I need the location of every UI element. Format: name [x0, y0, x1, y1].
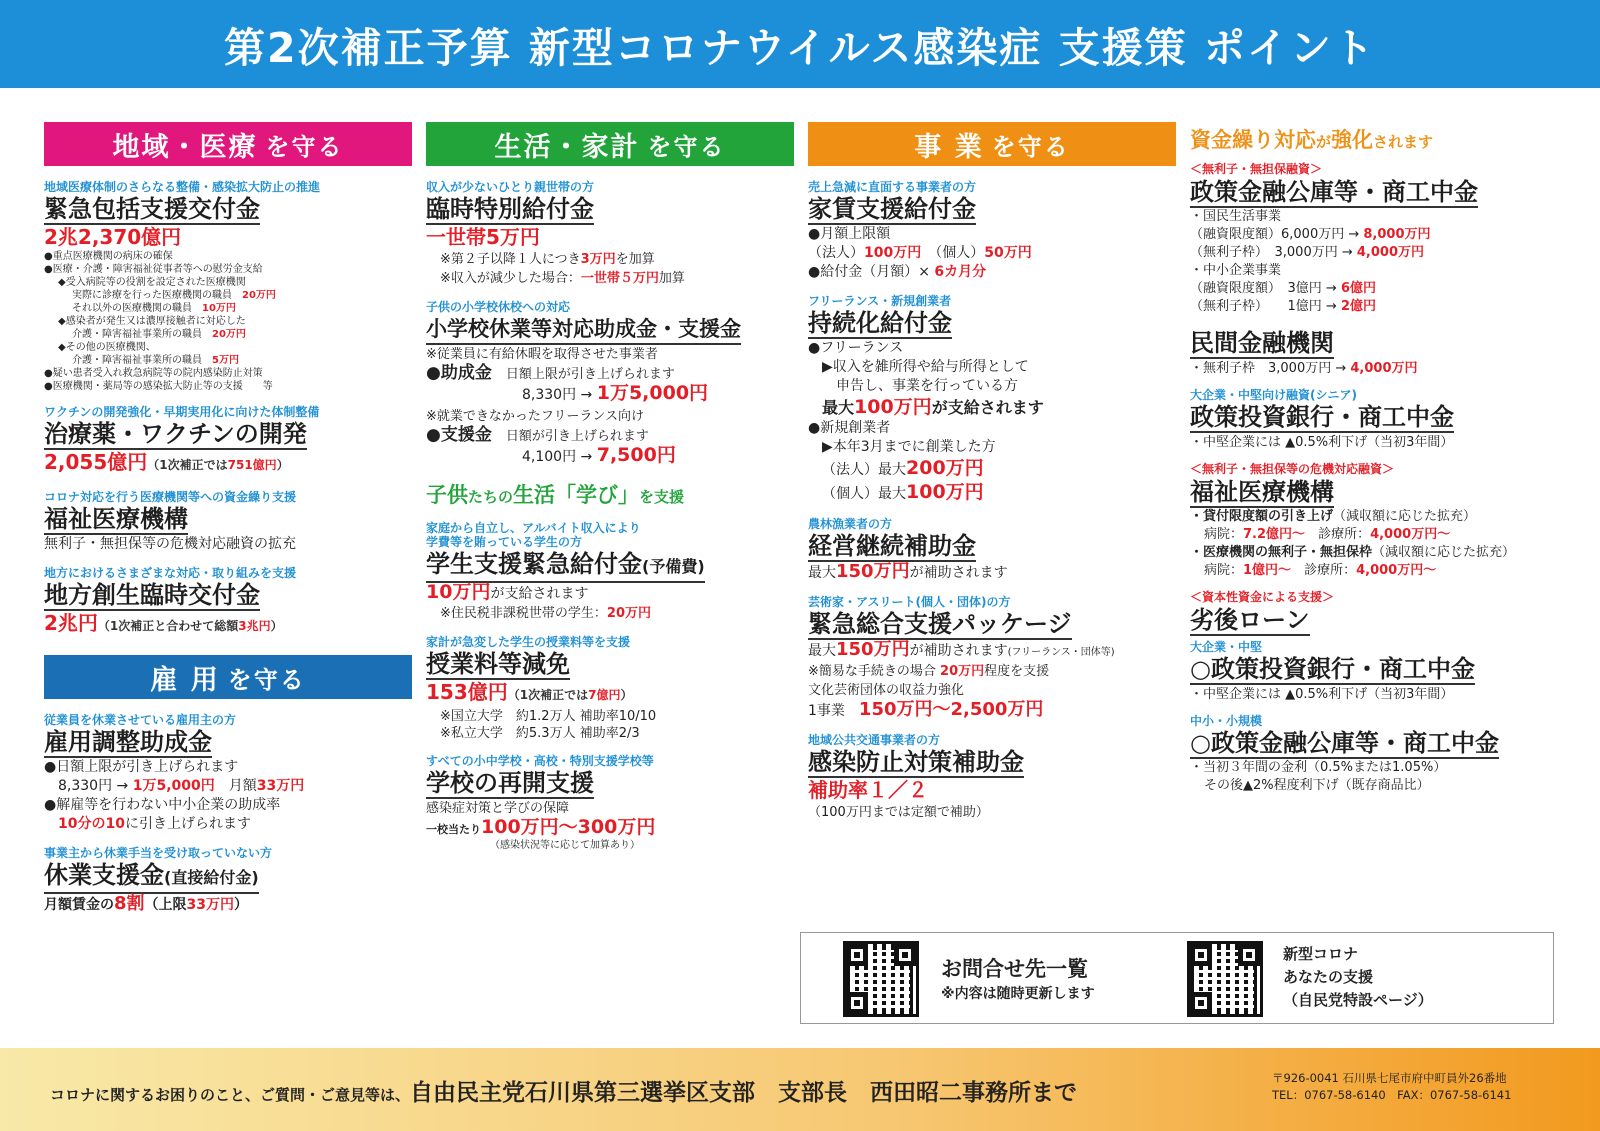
section-amount: 2兆2,370億円 [44, 225, 182, 249]
section-emergency-package [808, 595, 1176, 721]
section-amount: 補助率１／２ [808, 778, 928, 802]
detail-text: （無利子枠） 1億円 → [1190, 299, 1341, 314]
heading-part: たちの [468, 488, 514, 506]
section-subtitle: 学費等を賄っている学生の方 [426, 535, 583, 549]
detail-text: ※第２子以降１人につき [440, 252, 581, 267]
amount-note: ） [620, 688, 633, 702]
footer-message [50, 1074, 1077, 1107]
footer-address [1272, 1070, 1511, 1104]
detail-line: ・中小企業事業 [1190, 263, 1282, 278]
heading-children-learning [426, 479, 794, 509]
detail-value: 33万円 [186, 897, 235, 913]
detail-line: ●医療機関・薬局等の感染拡大防止等の支援 等 [44, 381, 273, 392]
detail-value: 100万円 [906, 481, 984, 503]
detail-text: 日額が引き上げられます [505, 429, 649, 444]
phone-line: TEL：0767-58-6140 FAX：0767-58-6141 [1272, 1088, 1512, 1102]
detail-text: 程度を支援 [984, 664, 1050, 679]
banner-label: 雇 用 [150, 664, 220, 696]
section-subtitle: 大企業・中堅 [1190, 640, 1263, 654]
detail-text: 8,330円 → [522, 387, 597, 403]
section-title: 福祉医療機構 [1190, 478, 1334, 506]
section-title: ○政策投資銀行・商工中金 [1190, 655, 1475, 683]
section-text: ・中堅企業には ▲0.5%利下げ（当初3年間） [1190, 687, 1454, 702]
detail-line [44, 328, 412, 341]
banner-suffix: を守る [227, 665, 306, 694]
detail-text: 病院： [1204, 527, 1244, 542]
section-subtitle: 地域医療体制のさらなる整備・感染拡大防止の推進 [44, 180, 321, 194]
detail-line: ◆その他の医療機関、 [58, 342, 156, 353]
qr-code-icon[interactable] [843, 941, 919, 1017]
detail-line: ●疑い患者受入れ救急病院等の院内感染防止対策 [44, 368, 263, 379]
detail-line [1190, 244, 1570, 262]
section-sustainability-benefit [808, 294, 1176, 505]
amount-note: （1次補正では [507, 688, 589, 702]
detail-text: 最大 [808, 643, 836, 659]
section-title: 民間金融機関 [1190, 329, 1334, 357]
detail-line: ●医療・介護・障害福祉従事者等への慰労金支給 [44, 264, 263, 275]
detail-text: 実際に診療を行った医療機関の職員 [72, 290, 232, 301]
detail-text: （融資限度額） 3億円 → [1190, 281, 1341, 296]
section-title: 授業料等減免 [426, 650, 570, 678]
section-amount: 一世帯5万円 [426, 225, 540, 249]
detail-value: 150万円〜2,500万円 [858, 699, 1044, 720]
amount-note: （1次補正では [147, 458, 228, 472]
section-title: 家賃支援給付金 [808, 195, 976, 223]
address-line: 〒926-0041 石川県七尾市府中町員外26番地 [1272, 1071, 1507, 1085]
detail-text: （上限 [144, 897, 187, 913]
banner-suffix: を守る [647, 132, 726, 161]
footer-text: コロナに関するお困りのこと、ご質問・ご意見等は、 [50, 1086, 411, 1104]
section-subtitle: 家庭から自立し、アルバイト収入により [426, 521, 641, 535]
section-welfare-medical [44, 490, 412, 554]
detail-note: (フリーランス・団体等) [1007, 647, 1115, 658]
section-subtitle: 家計が急変した学生の授業料等を支援 [426, 635, 631, 649]
detail-text: が支給されます [931, 398, 1044, 417]
section-title: 緊急包括支援交付金 [44, 195, 260, 223]
header-bar [0, 0, 1600, 88]
section-text: ・中堅企業には ▲0.5%利下げ（当初3年間） [1190, 435, 1454, 450]
section-subtitle: 芸術家・アスリート(個人・団体)の方 [808, 595, 1011, 609]
detail-line [1190, 562, 1570, 580]
amount-note-value: 7億円 [588, 688, 621, 702]
detail-text: （融資限度額）6,000万円 → [1190, 227, 1364, 242]
detail-text: 最大 [808, 565, 836, 581]
detail-value: 1万5,000円 [596, 382, 709, 404]
heading-part: されます [1373, 133, 1434, 151]
detail-text: が支給されます [490, 586, 589, 602]
contact-box [800, 932, 1554, 1024]
detail-line: ●重点医療機関の病床の確保 [44, 251, 173, 262]
section-vaccine [44, 405, 412, 478]
section-subtitle: 事業主から休業手当を受け取っていない方 [44, 846, 273, 860]
detail-line [426, 583, 794, 604]
section-employment-subsidy [44, 713, 412, 834]
detail-line: ●フリーランス [808, 340, 904, 356]
detail-line [808, 481, 1176, 505]
detail-line: ※就業できなかったフリーランス向け [426, 409, 644, 424]
detail-value: 50万円 [984, 245, 1032, 261]
contact-note: ※内容は随時更新します [941, 986, 1095, 1002]
detail-value: 4,000万円〜 [1356, 563, 1437, 578]
detail-value: 5万円 [212, 355, 239, 366]
detail-line [1190, 280, 1570, 298]
detail-line [426, 364, 794, 384]
section-tag: ＜無利子・無担保融資＞ [1190, 162, 1323, 176]
section-amount [426, 680, 794, 708]
section-title: 経営継続補助金 [808, 532, 976, 560]
detail-text: （減収額に応じた拡充） [1372, 545, 1516, 560]
banner-community-medical [44, 122, 412, 166]
section-leave-support [44, 846, 412, 915]
detail-line: ●解雇等を行わない中小企業の助成率 [44, 797, 281, 813]
detail-text: ※簡易な手続きの場合 [808, 664, 941, 679]
section-student-grant [426, 521, 794, 623]
section-subtitle: フリーランス・新規創業者 [808, 294, 952, 308]
title-note: (予備費) [642, 557, 705, 576]
detail-text: 最大 [822, 398, 855, 417]
detail-line [426, 250, 794, 269]
section-subtitle: 売上急減に直面する事業者の方 [808, 180, 977, 194]
detail-line: ●月額上限額 [808, 226, 891, 242]
detail-line [426, 269, 794, 288]
section-subtitle: 中小・小規模 [1190, 714, 1263, 728]
detail-value: 10万円 [202, 303, 236, 314]
detail-text: （無利子枠） 3,000万円 → [1190, 245, 1357, 260]
detail-text: 診療所： [1318, 527, 1371, 542]
section-business-continuation [808, 517, 1176, 583]
detail-line [808, 700, 1176, 721]
detail-value: 10分の10 [58, 816, 125, 832]
detail-value: 2億円 [1340, 299, 1376, 314]
detail-line [1190, 226, 1570, 244]
detail-text: 病院： [1204, 563, 1244, 578]
detail-text: 介護・障害福祉事業所の職員 [72, 355, 202, 366]
section-title: 福祉医療機構 [44, 505, 188, 533]
section-tuition-reduction [426, 635, 794, 742]
section-subtitle: 子供の小学校休校への対応 [426, 300, 571, 314]
detail-line [44, 894, 412, 915]
detail-label: ・貸付限度額の引き上げ [1190, 509, 1334, 524]
detail-value: 7.2億円〜 [1243, 527, 1306, 542]
section-title: 学校の再開支援 [426, 769, 594, 797]
detail-line [808, 244, 1176, 263]
section-title: 政策金融公庫等・商工中金 [1190, 178, 1478, 206]
detail-text: （減収額に応じた拡充） [1333, 509, 1477, 524]
detail-text: が補助されます [909, 643, 1008, 659]
section-title: ○政策金融公庫等・商工中金 [1190, 729, 1499, 757]
section-tag: ＜資本性資金による支援＞ [1190, 590, 1335, 604]
detail-line [808, 640, 1176, 662]
section-title: 治療薬・ワクチンの開発 [44, 420, 307, 448]
section-text: その後▲2%程度利下げ（既存商品比） [1204, 778, 1430, 793]
section-note: （100万円までは定額で補助） [808, 805, 989, 820]
detail-value: 150万円 [836, 561, 910, 582]
section-title: 雇用調整助成金 [44, 728, 212, 756]
detail-text: 8,330円 → [58, 778, 133, 794]
column-community-medical [44, 122, 412, 915]
detail-text: ※収入が減少した場合： [440, 271, 581, 286]
detail-line [808, 457, 1176, 481]
title-text: 休業支援金 [44, 861, 164, 889]
detail-text: 介護・障害福祉事業所の職員 [72, 329, 202, 340]
section-title: 小学校休業等対応助成金・支援金 [426, 315, 741, 345]
amount-value: 2兆円 [44, 611, 98, 635]
detail-line [44, 777, 412, 796]
detail-text: に引き上げられます [124, 816, 251, 832]
detail-text: を加算 [615, 252, 655, 267]
section-text: 感染症対策と学びの保障 [426, 801, 570, 816]
column-business [808, 122, 1176, 822]
section-emergency-grant [44, 180, 412, 393]
detail-line [44, 302, 412, 315]
detail-line [44, 354, 412, 367]
section-title [426, 550, 705, 583]
contact-title: お問合せ先一覧 [941, 957, 1088, 981]
section-amount [44, 611, 412, 639]
contact-line: （自民党特設ページ） [1283, 991, 1433, 1009]
column-life-household [426, 122, 794, 852]
detail-value: 200万円 [906, 457, 984, 479]
detail-line [1190, 544, 1570, 562]
detail-line [44, 815, 412, 834]
heading-part: が [1316, 133, 1332, 151]
detail-text: 診療所： [1304, 563, 1357, 578]
detail-value: 7,500円 [596, 444, 676, 466]
banner-employment [44, 655, 412, 699]
detail-label: ●支援金 [426, 425, 492, 445]
detail-line [1190, 298, 1570, 316]
heading-part: 強化 [1331, 128, 1374, 152]
section-subtitle: すべての小中学校・高校・特別支援学校等 [426, 754, 654, 768]
detail-label: ●助成金 [426, 363, 492, 383]
detail-text: （個人）最大 [822, 486, 906, 502]
detail-line [808, 662, 1176, 681]
amount-value: 2,055億円 [44, 450, 148, 474]
detail-value: 20万円 [212, 329, 246, 340]
detail-text: 加算 [658, 271, 685, 286]
section-title: 地方創生臨時交付金 [44, 581, 260, 609]
detail-text: （法人） [808, 245, 864, 261]
detail-line [1190, 359, 1570, 378]
detail-value: 20万円 [940, 664, 985, 679]
detail-value: 33万円 [256, 778, 305, 794]
title-text: 学生支援緊急給付金 [426, 550, 642, 578]
detail-value: 4,000万円 [1350, 361, 1418, 376]
section-rent-support [808, 180, 1176, 282]
detail-value: 150万円 [836, 639, 910, 660]
section-subtitle: 地域公共交通事業者の方 [808, 733, 941, 747]
section-amount [44, 450, 412, 478]
section-title: 劣後ローン [1190, 606, 1310, 634]
section-dbj [1190, 388, 1570, 452]
amount-value: 153億円 [426, 680, 508, 704]
section-title: 持続化給付金 [808, 309, 952, 337]
detail-value: 8割 [114, 893, 145, 914]
amount-note: ） [270, 619, 283, 633]
detail-value: 20万円 [606, 606, 651, 621]
detail-note: （感染状況等に応じて加算あり） [490, 840, 640, 851]
detail-value: 8,000万円 [1363, 227, 1431, 242]
section-school-reopening [426, 754, 794, 852]
qr-code-icon[interactable] [1187, 941, 1263, 1017]
section-special-benefit [426, 180, 794, 288]
section-regional-grant [44, 566, 412, 639]
detail-value: 6億円 [1340, 281, 1376, 296]
section-subtitle: 従業員を休業させている雇用主の方 [44, 713, 237, 727]
footer-bar [0, 1048, 1600, 1131]
section-tag: ＜無利子・無担保等の危機対応融資＞ [1190, 462, 1395, 476]
detail-line [426, 604, 794, 623]
contact-line: 新型コロナ [1283, 945, 1359, 963]
amount-note: ） [276, 458, 289, 472]
section-private-banks [1190, 328, 1570, 378]
detail-line: ※従業員に有給休暇を取得させた事業者 [426, 347, 658, 362]
detail-line: ※私立大学 約5.3万人 補助率2/3 [440, 726, 640, 741]
detail-value: 一世帯５万円 [580, 271, 659, 286]
banner-label: 事 業 [914, 131, 984, 163]
detail-text: 一校当たり [426, 823, 481, 836]
page-title: 第2次補正予算 新型コロナウイルス感染症 支援策 ポイント [224, 23, 1376, 72]
detail-line [426, 384, 794, 405]
detail-text: それ以外の医療機関の職員 [72, 303, 192, 314]
section-text: 無利子・無担保等の危機対応融資の拡充 [44, 536, 296, 552]
heading-part: 生活「学び」 [513, 483, 640, 507]
detail-value: 4,000万円 [1356, 245, 1424, 260]
section-welfare-loan [1190, 462, 1570, 580]
detail-text: （法人）最大 [822, 462, 906, 478]
section-subtitle: ワクチンの開発強化・早期実用化に向けた体制整備 [44, 405, 320, 419]
amount-note: （1次補正と合わせて総額 [97, 619, 239, 633]
footer-office: 自由民主党石川県第三選挙区支部 支部長 西田昭二事務所まで [410, 1080, 1078, 1106]
detail-value: 100万円 [864, 245, 922, 261]
section-title: 政策投資銀行・商工中金 [1190, 403, 1454, 431]
detail-line: ▶本年3月までに創業した方 [822, 439, 996, 455]
banner-business [808, 122, 1176, 166]
detail-line [426, 818, 794, 839]
detail-text: 1事業 [808, 703, 845, 719]
detail-line: ※国立大学 約1.2万人 補助率10/10 [440, 709, 657, 724]
detail-text: ） [234, 897, 249, 913]
contact-link-text [1283, 943, 1433, 1012]
detail-value: 20万円 [242, 290, 276, 301]
detail-value: 100万円 [854, 396, 932, 418]
detail-line [426, 446, 794, 467]
banner-label: 生活・家計 [494, 131, 640, 163]
banner-label: 地域・医療 [112, 131, 258, 163]
section-text: ・当初３年間の金利（0.5%または1.05%） [1190, 760, 1447, 775]
detail-line: 申告し、事業を行っている方 [836, 378, 1018, 394]
detail-line: 文化芸術団体の収益力強化 [808, 683, 965, 698]
section-title: 感染防止対策補助金 [808, 748, 1024, 776]
heading-part: 資金繰り対応 [1190, 128, 1316, 152]
heading-part: 子供 [426, 483, 468, 507]
detail-line: ●新規創業者 [808, 420, 891, 436]
detail-text: が補助されます [909, 565, 1008, 581]
detail-text: ・無利子枠 3,000万円 → [1190, 361, 1351, 376]
title-note: (直接給付金) [164, 868, 259, 887]
detail-label: ・医療機関の無利子・無担保枠 [1190, 545, 1373, 560]
detail-line: ▶収入を雑所得や給与所得として [822, 359, 1029, 375]
detail-text: （個人） [921, 245, 985, 261]
detail-value: 1万5,000円 [132, 778, 215, 794]
detail-line: ◆受入病院等の役割を設定された医療機関 [58, 277, 246, 288]
detail-line: ●日額上限が引き上げられます [44, 759, 239, 775]
banner-suffix: を守る [265, 132, 344, 161]
section-infection-prevention [808, 733, 1176, 822]
section-subtitle: 収入が少ないひとり親世帯の方 [426, 180, 595, 194]
section-title: 緊急総合支援パッケージ [808, 610, 1072, 638]
detail-line [808, 396, 1176, 419]
detail-line [44, 289, 412, 302]
detail-line [808, 263, 1176, 282]
section-title: 臨時特別給付金 [426, 195, 594, 223]
detail-value: 6カ月分 [934, 264, 987, 280]
section-subtitle: コロナ対応を行う医療機関等への資金繰り支援 [44, 490, 297, 504]
detail-value: 1億円〜 [1243, 563, 1292, 578]
detail-text: 4,100円 → [522, 449, 597, 465]
banner-suffix: を守る [991, 132, 1070, 161]
detail-line: ・国民生活事業 [1190, 209, 1282, 224]
detail-line: ◆感染者が発生又は濃厚接触者に対応した [58, 316, 246, 327]
section-subtitle: 大企業・中堅向け融資(シニア) [1190, 388, 1357, 402]
heading-financing [1190, 124, 1570, 154]
detail-value: 100万円〜300万円 [481, 816, 656, 838]
section-school-closure [426, 300, 794, 467]
detail-text: 月額 [214, 778, 257, 794]
banner-life-household [426, 122, 794, 166]
detail-line [426, 426, 794, 446]
amount-note-value: 3兆円 [238, 619, 271, 633]
detail-text: ※住民税非課税世帯の学生： [440, 606, 607, 621]
amount-note-value: 751億円 [227, 458, 277, 472]
section-subtitle: 地方におけるさまざまな対応・取り組みを支援 [44, 566, 297, 580]
detail-value: 4,000万円〜 [1370, 527, 1451, 542]
detail-value: 10万円 [426, 581, 491, 603]
section-subordinated-loan [1190, 590, 1570, 795]
detail-line [1190, 526, 1570, 544]
column-financing [1190, 124, 1570, 795]
detail-line [1190, 508, 1570, 526]
detail-line [808, 562, 1176, 583]
section-subtitle: 農林漁業者の方 [808, 517, 893, 531]
section-title [44, 861, 259, 894]
detail-text: 月額賃金の [44, 897, 114, 913]
detail-text: ●給付金（月額）× [808, 264, 935, 280]
detail-value: 3万円 [580, 252, 616, 267]
detail-text: 日額上限が引き上げられます [505, 367, 675, 382]
contact-line: あなたの支援 [1283, 968, 1374, 986]
heading-part: を支援 [639, 488, 685, 506]
